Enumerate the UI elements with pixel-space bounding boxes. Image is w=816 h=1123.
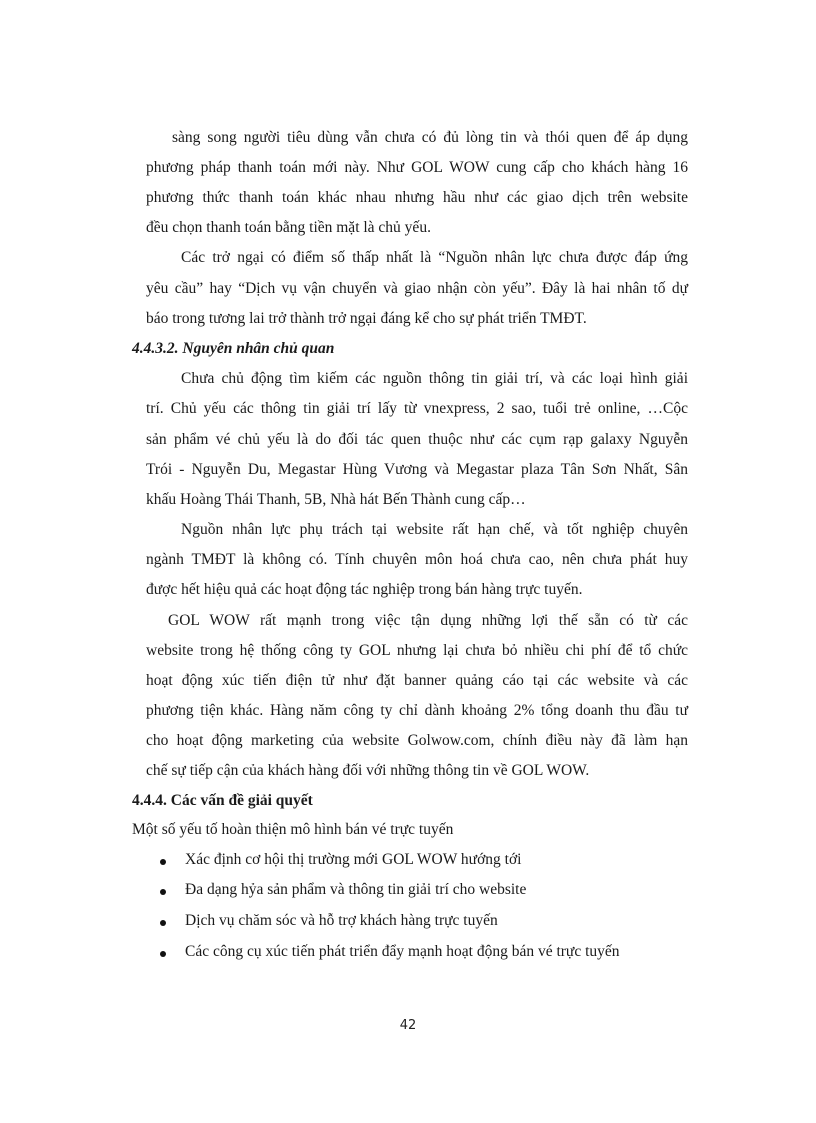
list-item: Đa dạng hỷa sản phẩm và thông tin giải trí cho website xyxy=(185,881,527,898)
paragraph-line: báo trong tương lai trở thành trở ngại đáng kể cho sự phát triển TMĐT. xyxy=(146,310,587,327)
paragraph-line: phương tiện khác. Hàng năm công ty chỉ dành khoảng 2% tổng doanh thu đầu tư xyxy=(146,702,688,719)
paragraph-line: Nguồn nhân lực phụ trách tại website rất hạn chế, và tốt nghiệp chuyên xyxy=(181,521,688,538)
list-item: Các công cụ xúc tiến phát triển đẩy mạnh hoạt động bán vé trực tuyến xyxy=(185,943,620,960)
paragraph-line: khấu Hoàng Thái Thanh, 5B, Nhà hát Bến Thành cung cấp… xyxy=(146,491,526,508)
paragraph-line: hoạt động xúc tiến điện tử như đặt banner quảng cáo tại các website và các xyxy=(146,672,688,689)
list-item: Dịch vụ chăm sóc và hỗ trợ khách hàng trực tuyến xyxy=(185,912,498,929)
page-number: 42 xyxy=(399,1018,417,1033)
paragraph-line: Các trở ngại có điểm số thấp nhất là “Nguồn nhân lực chưa được đáp ứng xyxy=(181,249,688,266)
paragraph-line: website trong hệ thống công ty GOL nhưng lại chưa bỏ nhiều chi phí để tổ chức xyxy=(146,642,688,659)
bullet-dot-icon xyxy=(160,889,166,895)
bullet-dot-icon xyxy=(160,920,166,926)
list-item: Xác định cơ hội thị trường mới GOL WOW hướng tới xyxy=(185,851,522,868)
paragraph-line: cho hoạt động marketing của website Golwow.com, chính điều này đã làm hạn xyxy=(146,732,688,749)
paragraph-line: phương pháp thanh toán mới này. Như GOL WOW cung cấp cho khách hàng 16 xyxy=(146,159,688,176)
paragraph-line: GOL WOW rất mạnh trong việc tận dụng những lợi thế sẵn có từ các xyxy=(168,612,688,629)
paragraph-line: sàng song người tiêu dùng vẫn chưa có đủ lòng tin và thói quen để áp dụng xyxy=(172,129,688,146)
section-heading-subjective: 4.4.3.2. Nguyên nhân chủ quan xyxy=(132,340,335,357)
paragraph-line: Chưa chủ động tìm kiếm các nguồn thông tin giải trí, và các loại hình giải xyxy=(181,370,688,387)
paragraph-line: trí. Chủ yếu các thông tin giải trí lấy từ vnexpress, 2 sao, tuổi trẻ online, …Cộc xyxy=(146,400,688,417)
paragraph-line: yêu cầu” hay “Dịch vụ vận chuyển và giao nhận còn yếu”. Đây là hai nhân tố dự xyxy=(146,280,688,297)
paragraph-line: chế sự tiếp cận của khách hàng đối với những thông tin về GOL WOW. xyxy=(146,762,590,779)
paragraph-line: Trói - Nguyễn Du, Megastar Hùng Vương và Megastar plaza Tân Sơn Nhất, Sân xyxy=(146,461,688,478)
list-intro: Một số yếu tố hoàn thiện mô hình bán vé trực tuyến xyxy=(132,821,454,838)
bullet-dot-icon xyxy=(160,951,166,957)
bullet-dot-icon xyxy=(160,859,166,865)
paragraph-line: sản phẩm vé chủ yếu là do đối tác quen thuộc như các cụm rạp galaxy Nguyễn xyxy=(146,431,688,448)
paragraph-line: được hết hiệu quả các hoạt động tác nghiệp trong bán hàng trực tuyến. xyxy=(146,581,583,598)
section-heading-issues: 4.4.4. Các vấn đề giải quyết xyxy=(132,792,313,809)
paragraph-line: đều chọn thanh toán bằng tiền mặt là chủ yếu. xyxy=(146,219,431,236)
paragraph-line: ngành TMĐT là không có. Tính chuyên môn hoá chưa cao, nên chưa phát huy xyxy=(146,551,688,568)
paragraph-line: phương thức thanh toán khác nhau nhưng hầu như các giao dịch trên website xyxy=(146,189,688,206)
